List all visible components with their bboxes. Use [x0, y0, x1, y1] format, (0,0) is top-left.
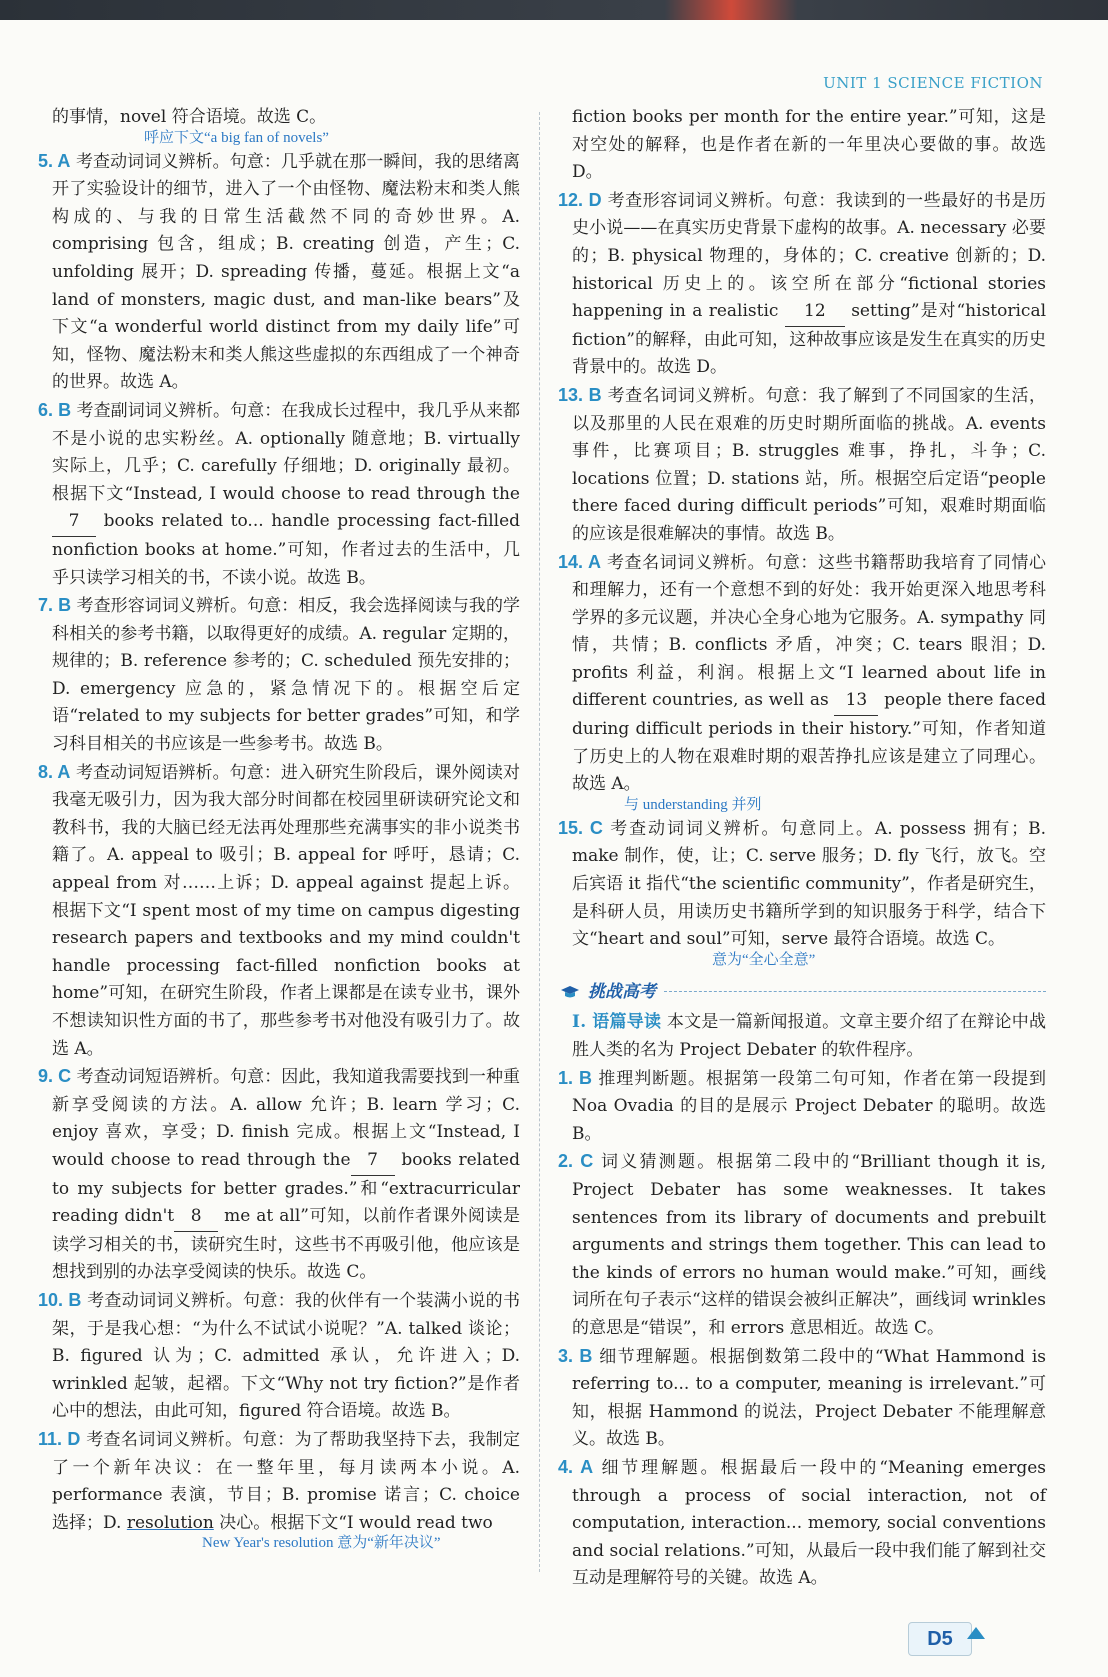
- answer-text: books related to... handle processing fact-filled nonfiction books at home.”可知，作者过去的生活中，几乎只读学习相关的书，不读小说。故选 B。: [52, 511, 521, 588]
- blank-number: 7: [52, 508, 96, 537]
- answer-text: setting”是对“historical fiction”的解释，由此可知，这种故事应该是发生在真实的历史背景中的。故选 D。: [572, 301, 1047, 378]
- answer-text: 考查名词词义辨析。句意：为了帮助我坚持下去，我制定了一个新年决议：在一整年里，每月读两本小说。A. performance 表演，节目；B. promise 诺言；C. choice 选择；D.: [52, 1429, 521, 1533]
- answer-number: 8. A: [38, 761, 71, 782]
- answer-text: me at all”可知，以前作者课外阅读是读学习相关的书，读研究生时，这些书不再吸引他，他应该是想找到别的办法享受阅读的快乐。故选 C。: [52, 1206, 520, 1283]
- answer-item: [558, 187, 1047, 382]
- underlined-word: resolution: [126, 1512, 214, 1533]
- graduation-cap-icon: [560, 985, 580, 999]
- answer-text: 考查名词词义辨析。句意：我了解到了不同国家的生活，以及那里的人民在艰难的历史时期所面临的挑战。A. events 事件，比赛项目；B. struggles 难事，挣扎，斗争；C. locations 位置；D. stations 站，所。根据空后定语“people there faced during difficult periods”可知，艰难时期面临的应该是很难解决的事情。故选 B。: [572, 385, 1047, 544]
- answer-text: 细节理解题。根据最后一段中的“Meaning emerges through a process of social interaction, not of computation, interaction... memory, social conventions and social relations.”可知，从最后一段中我们能了解到社交互动是理解符号的关键。故选 A。: [572, 1457, 1047, 1589]
- answer-number: 7. B: [38, 595, 72, 616]
- answer-text: 考查名词词义辨析。句意：这些书籍帮助我培育了同情心和理解力，还有一个意想不到的好处：我开始更深入地思考科学界的多元议题，并决心全身心地为它服务。A. sympathy 同情，共情；B. conflicts 矛盾，冲突；C. tears 眼泪；D. profits 利益，利润。根据上文“I learned about life in different countries, as well as: [572, 552, 1047, 711]
- answer-item: [38, 1287, 520, 1426]
- answer-number: 14. A: [558, 551, 601, 572]
- annotation-note: New Year's resolution 意为“新年决议”: [202, 1535, 441, 1552]
- answer-number: 11. D: [38, 1428, 81, 1449]
- answer-number: 6. B: [38, 399, 72, 420]
- answer-item: [558, 1148, 1046, 1342]
- section-header: [560, 978, 1046, 1006]
- answer-number: 10. B: [38, 1289, 82, 1310]
- answer-text: 考查形容词词义辨析。句意：相反，我会选择阅读与我的学科相关的参考书籍，以取得更好的成绩。A. regular 定期的，规律的；B. reference 参考的；C. scheduled 预先安排的；D. emergency 应急的，紧急情况下的。根据空后定语“related to my subjects for better grades”可知，和学习科目相关的书应该是一些参考书。故选 B。: [52, 596, 521, 755]
- blank-number: 12: [785, 298, 845, 327]
- blank-number: 8: [174, 1203, 218, 1232]
- answer-item: [38, 397, 521, 592]
- blank-number: 13: [834, 687, 878, 716]
- column-divider: [539, 112, 540, 1572]
- annotation-note: 与 understanding 并列: [624, 796, 762, 813]
- answer-number: 2. C: [558, 1151, 594, 1172]
- answer-text: books related to my subjects for better grades.”和“extracurricular reading didn't: [52, 1149, 520, 1227]
- answer-item: [558, 382, 1047, 549]
- answer-number: 4. A: [558, 1456, 594, 1477]
- answer-text: 考查副词词义辨析。句意：在我成长过程中，我几乎从来都不是小说的忠实粉丝。A. optionally 随意地；B. virtually 实际上，几乎；C. carefully 仔细地；D. originally 最初。根据下文“Instead, I would choose to read through the: [52, 400, 521, 504]
- section-title: 挑战高考: [588, 981, 656, 1001]
- answer-number: 12. D: [558, 189, 602, 210]
- annotation-note: 呼应下文“a big fan of novels”: [144, 129, 329, 146]
- answer-number: 5. A: [38, 150, 71, 171]
- left-column: [38, 104, 521, 1553]
- answer-item: [38, 1426, 521, 1537]
- annotation-note: 意为“全心全意”: [712, 951, 816, 968]
- answer-text: 考查动词短语辨析。句意：进入研究生阶段后，课外阅读对我毫无吸引力，因为我大部分时间都在校园里研读研究论文和教科书，我的大脑已经无法再处理那些充满事实的非小说类书籍了。A. appeal to 吸引；B. appeal for 呼吁，恳请；C. appeal from 对……上诉；D. appeal against 提起上诉。根据下文“I spent most of my time on campus digesting research papers and textbooks and my mind couldn't handle processing fact-filled nonfiction books at home”可知，在研究生阶段，作者上课都是在读专业书，课外不想读知识性方面的书了，那些参考书对他没有吸引力了。故选 A。: [52, 762, 521, 1059]
- answer-item: [38, 592, 521, 759]
- answer-text: 词义猜测题。根据第二段中的“Brilliant though it is, Project Debater has some weaknesses. It takes sentences from its library of documents and prebuilt arguments and strings them together. This can lead to the kinds of errors no human would make.”可知，画线词所在句子表示“这样的错误会被纠正解决”，画线词 wrinkles 的意思是“错误”，和 errors 意思相近。故选 C。: [572, 1152, 1046, 1338]
- answer-text: 细节理解题。根据倒数第二段中的“What Hammond is referring to... to a computer, meaning is irrelevant.”可知，根据 Hammond 的说法，Project Debater 不能理解意义。故选 B。: [572, 1346, 1047, 1450]
- passage-intro-text: 本文是一篇新闻报道。文章主要介绍了在辩论中战胜人类的名为 Project Debater 的软件程序。: [572, 1012, 1047, 1060]
- answer-text: 考查动词词义辨析。句意：我的伙伴有一个装满小说的书架，于是我心想：“为什么不试试小说呢？”A. talked 谈论；B. figured 认为；C. admitted 承认，允许进入；D. wrinkled 起皱，起褶。下文“Why not try fiction?”是作者心中的想法，由此可知，figured 符合语境。故选 B。: [52, 1290, 520, 1422]
- answer-number: 3. B: [558, 1345, 593, 1366]
- running-header: UNIT 1 SCIENCE FICTION: [823, 74, 1043, 92]
- answer-number: 13. B: [558, 384, 602, 405]
- answer-number: 1. B: [558, 1067, 592, 1088]
- blank-number: 7: [351, 1147, 395, 1176]
- passage-intro: [572, 1009, 1046, 1064]
- answer-number: 9. C: [38, 1066, 72, 1087]
- answer-item: [38, 1063, 521, 1287]
- answer-text: people there faced during difficult periods in their history.”可知，作者知道了历史上的人物在艰难时期的艰苦挣扎应该是建立了同理心。故选 A。: [572, 690, 1047, 795]
- top-color-bar: [0, 0, 1108, 20]
- answer-text: 考查动词短语辨析。句意：因此，我知道我需要找到一种重新享受阅读的方法。A. allow 允许；B. learn 学习；C. enjoy 喜欢，享受；D. finish 完成。根据上文“Instead, I would choose to read through the: [52, 1067, 521, 1170]
- continued-text: fiction books per month for the entire year.”可知，这是对空处的解释，也是作者在新的一年里决心要做的事。故选 D。: [572, 107, 1046, 183]
- intro-text: 的事情，novel 符合语境。故选 C。: [52, 107, 327, 127]
- answer-item: [38, 148, 521, 397]
- answer-item: [558, 1454, 1047, 1593]
- answer-text: 考查形容词词义辨析。句意：我读到的一些最好的书是历史小说——在真实历史背景下虚构的故事。A. necessary 必要的；B. physical 物理的，身体的；C. creative 创新的；D. historical 历史上的。该空所在部分“fictional stories happening in a realistic: [572, 190, 1047, 322]
- answer-item: [558, 815, 1046, 954]
- answer-text: 决心。根据下文“I would read two: [219, 1512, 493, 1533]
- right-column: [558, 104, 1047, 1593]
- section-rule: [664, 991, 1046, 992]
- page-number: [908, 1622, 972, 1656]
- answer-item: [558, 549, 1047, 799]
- answer-item: [558, 1065, 1047, 1149]
- answer-text: 考查动词词义辨析。句意同上。A. possess 拥有；B. make 制作，使，让；C. serve 服务；D. fly 飞行，放飞。空后宾语 it 指代“the scientific community”，作者是研究生，是科研人员，用读历史书籍所学到的知识服务于科学，结合下文“heart and soul”可知，serve 最符合语境。故选 C。: [572, 818, 1046, 950]
- page-arrow-icon: [967, 1627, 985, 1639]
- answer-text: 考查动词词义辨析。句意：几乎就在那一瞬间，我的思绪离开了实验设计的细节，进入了一个由怪物、魔法粉末和类人熊构成的、与我的日常生活截然不同的奇妙世界。A. comprising 包含，组成；B. creating 创造，产生；C. unfolding 展开；D. spreading 传播，蔓延。根据上文“a land of monsters, magic dust, and man-like bears”及下文“a wonderful world distinct from my daily life”可知，怪物、魔法粉末和类人熊这些虚拟的东西组成了一个神奇的世界。故选 A。: [52, 151, 521, 393]
- answer-item: [558, 1343, 1047, 1454]
- passage-intro-label: Ⅰ. 语篇导读: [572, 1012, 662, 1033]
- answer-number: 15. C: [558, 817, 603, 838]
- answer-text: 推理判断题。根据第一段第二句可知，作者在第一段提到 Noa Ovadia 的目的是展示 Project Debater 的聪明。故选 B。: [572, 1068, 1047, 1144]
- page-number-label: D5: [927, 1627, 953, 1650]
- answer-item: [38, 759, 521, 1064]
